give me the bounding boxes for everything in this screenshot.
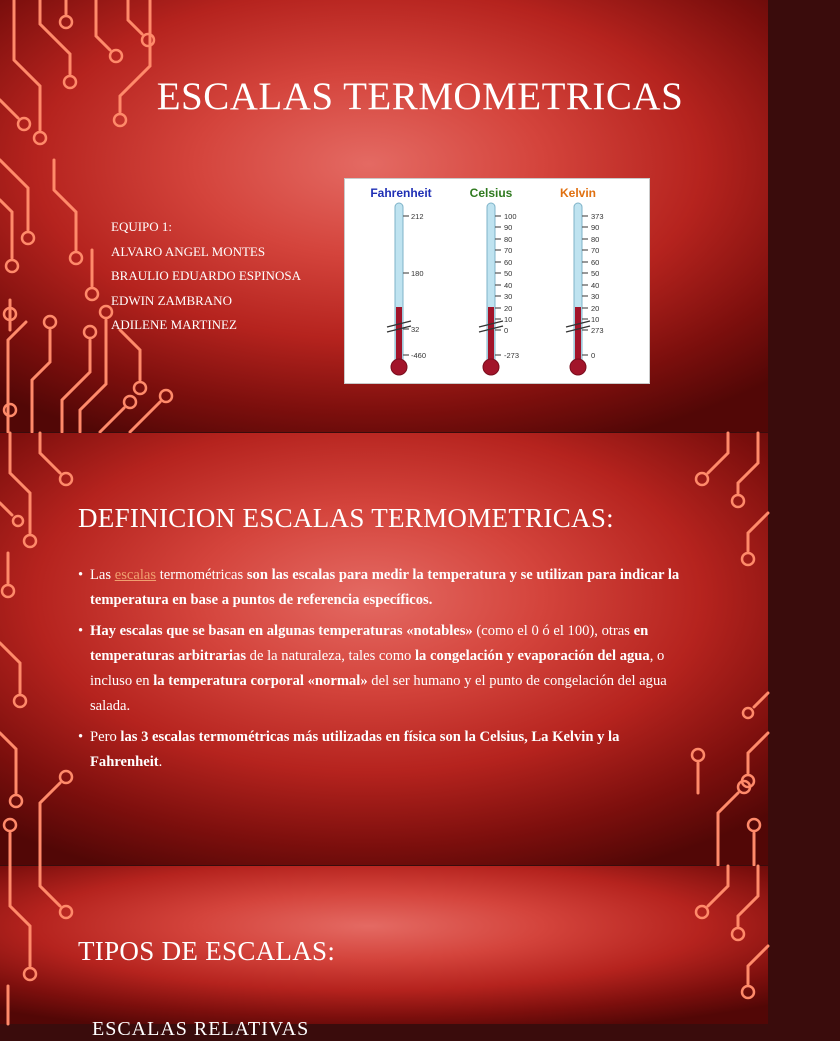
bullet-text: , o incluso en xyxy=(90,648,665,689)
tick-label: 50 xyxy=(591,269,600,278)
team-member: EDWIN ZAMBRANO xyxy=(111,292,232,308)
bullet-bold-text: Hay escalas que se basan en algunas temperaturas «notables» xyxy=(90,623,473,639)
tick-label: -273 xyxy=(504,351,520,360)
team-member: BRAULIO EDUARDO ESPINOSA xyxy=(111,268,301,283)
thermometer-scales-image xyxy=(344,178,650,384)
team-list xyxy=(111,215,301,338)
bullet-bold-text: la congelación y evaporación del agua xyxy=(415,648,650,664)
tick-label: 80 xyxy=(591,235,600,244)
bullet-text: Pero xyxy=(90,729,121,745)
thermometer-celsius xyxy=(479,203,519,375)
tick-label: 90 xyxy=(591,223,600,232)
section-heading: TIPOS DE ESCALAS: xyxy=(78,936,336,966)
bullet-item xyxy=(78,619,688,719)
bullet-bold-text: son las escalas para medir la temperatura y se utilizan para indicar la temperatura en base a puntos de referencia específicos. xyxy=(90,567,680,608)
tick-label: -460 xyxy=(411,351,427,360)
tick-label: 70 xyxy=(504,246,513,255)
tick-label: 10 xyxy=(591,315,600,324)
bullet-bold-text: la temperatura corporal «normal» xyxy=(153,673,368,689)
team-member: ALVARO ANGEL MONTES xyxy=(111,243,266,259)
thermometer-kelvin xyxy=(566,203,604,375)
tick-label: 373 xyxy=(591,212,604,221)
bullet-text: (como el 0 ó el 100), otras xyxy=(472,623,634,639)
tick-label: 70 xyxy=(591,246,600,255)
scale-name-fahrenheit: Fahrenheit xyxy=(370,186,432,200)
circuit-decoration-right xyxy=(678,866,768,1024)
subheading-partial: ESCALAS RELATIVAS xyxy=(92,1018,310,1040)
bullet-text: del ser humano y el punto de congelación del agua salada. xyxy=(90,673,667,714)
slide-title: ESCALAS TERMOMETRICAS xyxy=(156,75,684,118)
tick-label: 30 xyxy=(504,292,513,301)
bullet-text: . xyxy=(158,754,163,770)
definition-bullets xyxy=(78,563,688,781)
tick-label: 60 xyxy=(591,258,600,267)
tick-label: 32 xyxy=(411,325,420,334)
scale-name-kelvin: Kelvin xyxy=(559,186,597,200)
tick-label: 80 xyxy=(504,235,513,244)
tick-label: 0 xyxy=(504,326,509,335)
thermometer-fahrenheit xyxy=(387,203,426,375)
bullet-item xyxy=(78,563,688,613)
tick-label: 273 xyxy=(591,326,604,335)
bullet-bold-text: en temperaturas arbitrarias xyxy=(90,623,649,664)
bullet-text: termométricas xyxy=(156,567,247,583)
team-member: ADILENE MARTINEZ xyxy=(111,317,237,332)
title-slide xyxy=(0,0,768,432)
tick-label: 60 xyxy=(504,258,513,267)
tick-label: 10 xyxy=(504,315,513,324)
tick-label: 180 xyxy=(411,269,424,278)
circuit-decoration-right xyxy=(678,433,768,865)
circuit-decoration-left xyxy=(0,433,80,865)
tick-label: 20 xyxy=(591,304,600,313)
section-heading: DEFINICION ESCALAS TERMOMETRICAS: xyxy=(78,503,614,533)
tick-label: 0 xyxy=(591,351,596,360)
bullet-text: Las xyxy=(90,567,115,583)
escalas-link[interactable]: escalas xyxy=(114,567,157,583)
tick-label: 20 xyxy=(504,304,513,313)
tick-label: 50 xyxy=(504,269,513,278)
bullet-bold-text: las 3 escalas termométricas más utilizadas en física son la Celsius, La Kelvin y la Fahrenheit xyxy=(90,729,620,770)
tick-label: 40 xyxy=(591,281,600,290)
bullet-item xyxy=(78,725,688,775)
tick-label: 90 xyxy=(504,223,513,232)
tick-label: 40 xyxy=(504,281,513,290)
types-slide xyxy=(0,866,768,1040)
circuit-decoration-left xyxy=(0,866,80,1024)
scale-name-celsius: Celsius xyxy=(469,186,513,200)
tick-label: 30 xyxy=(591,292,600,301)
definition-slide xyxy=(0,433,768,865)
bullet-text: de la naturaleza, tales como xyxy=(246,648,415,664)
team-label: EQUIPO 1: xyxy=(111,219,173,234)
tick-label: 212 xyxy=(411,212,424,221)
tick-label: 100 xyxy=(504,212,517,221)
